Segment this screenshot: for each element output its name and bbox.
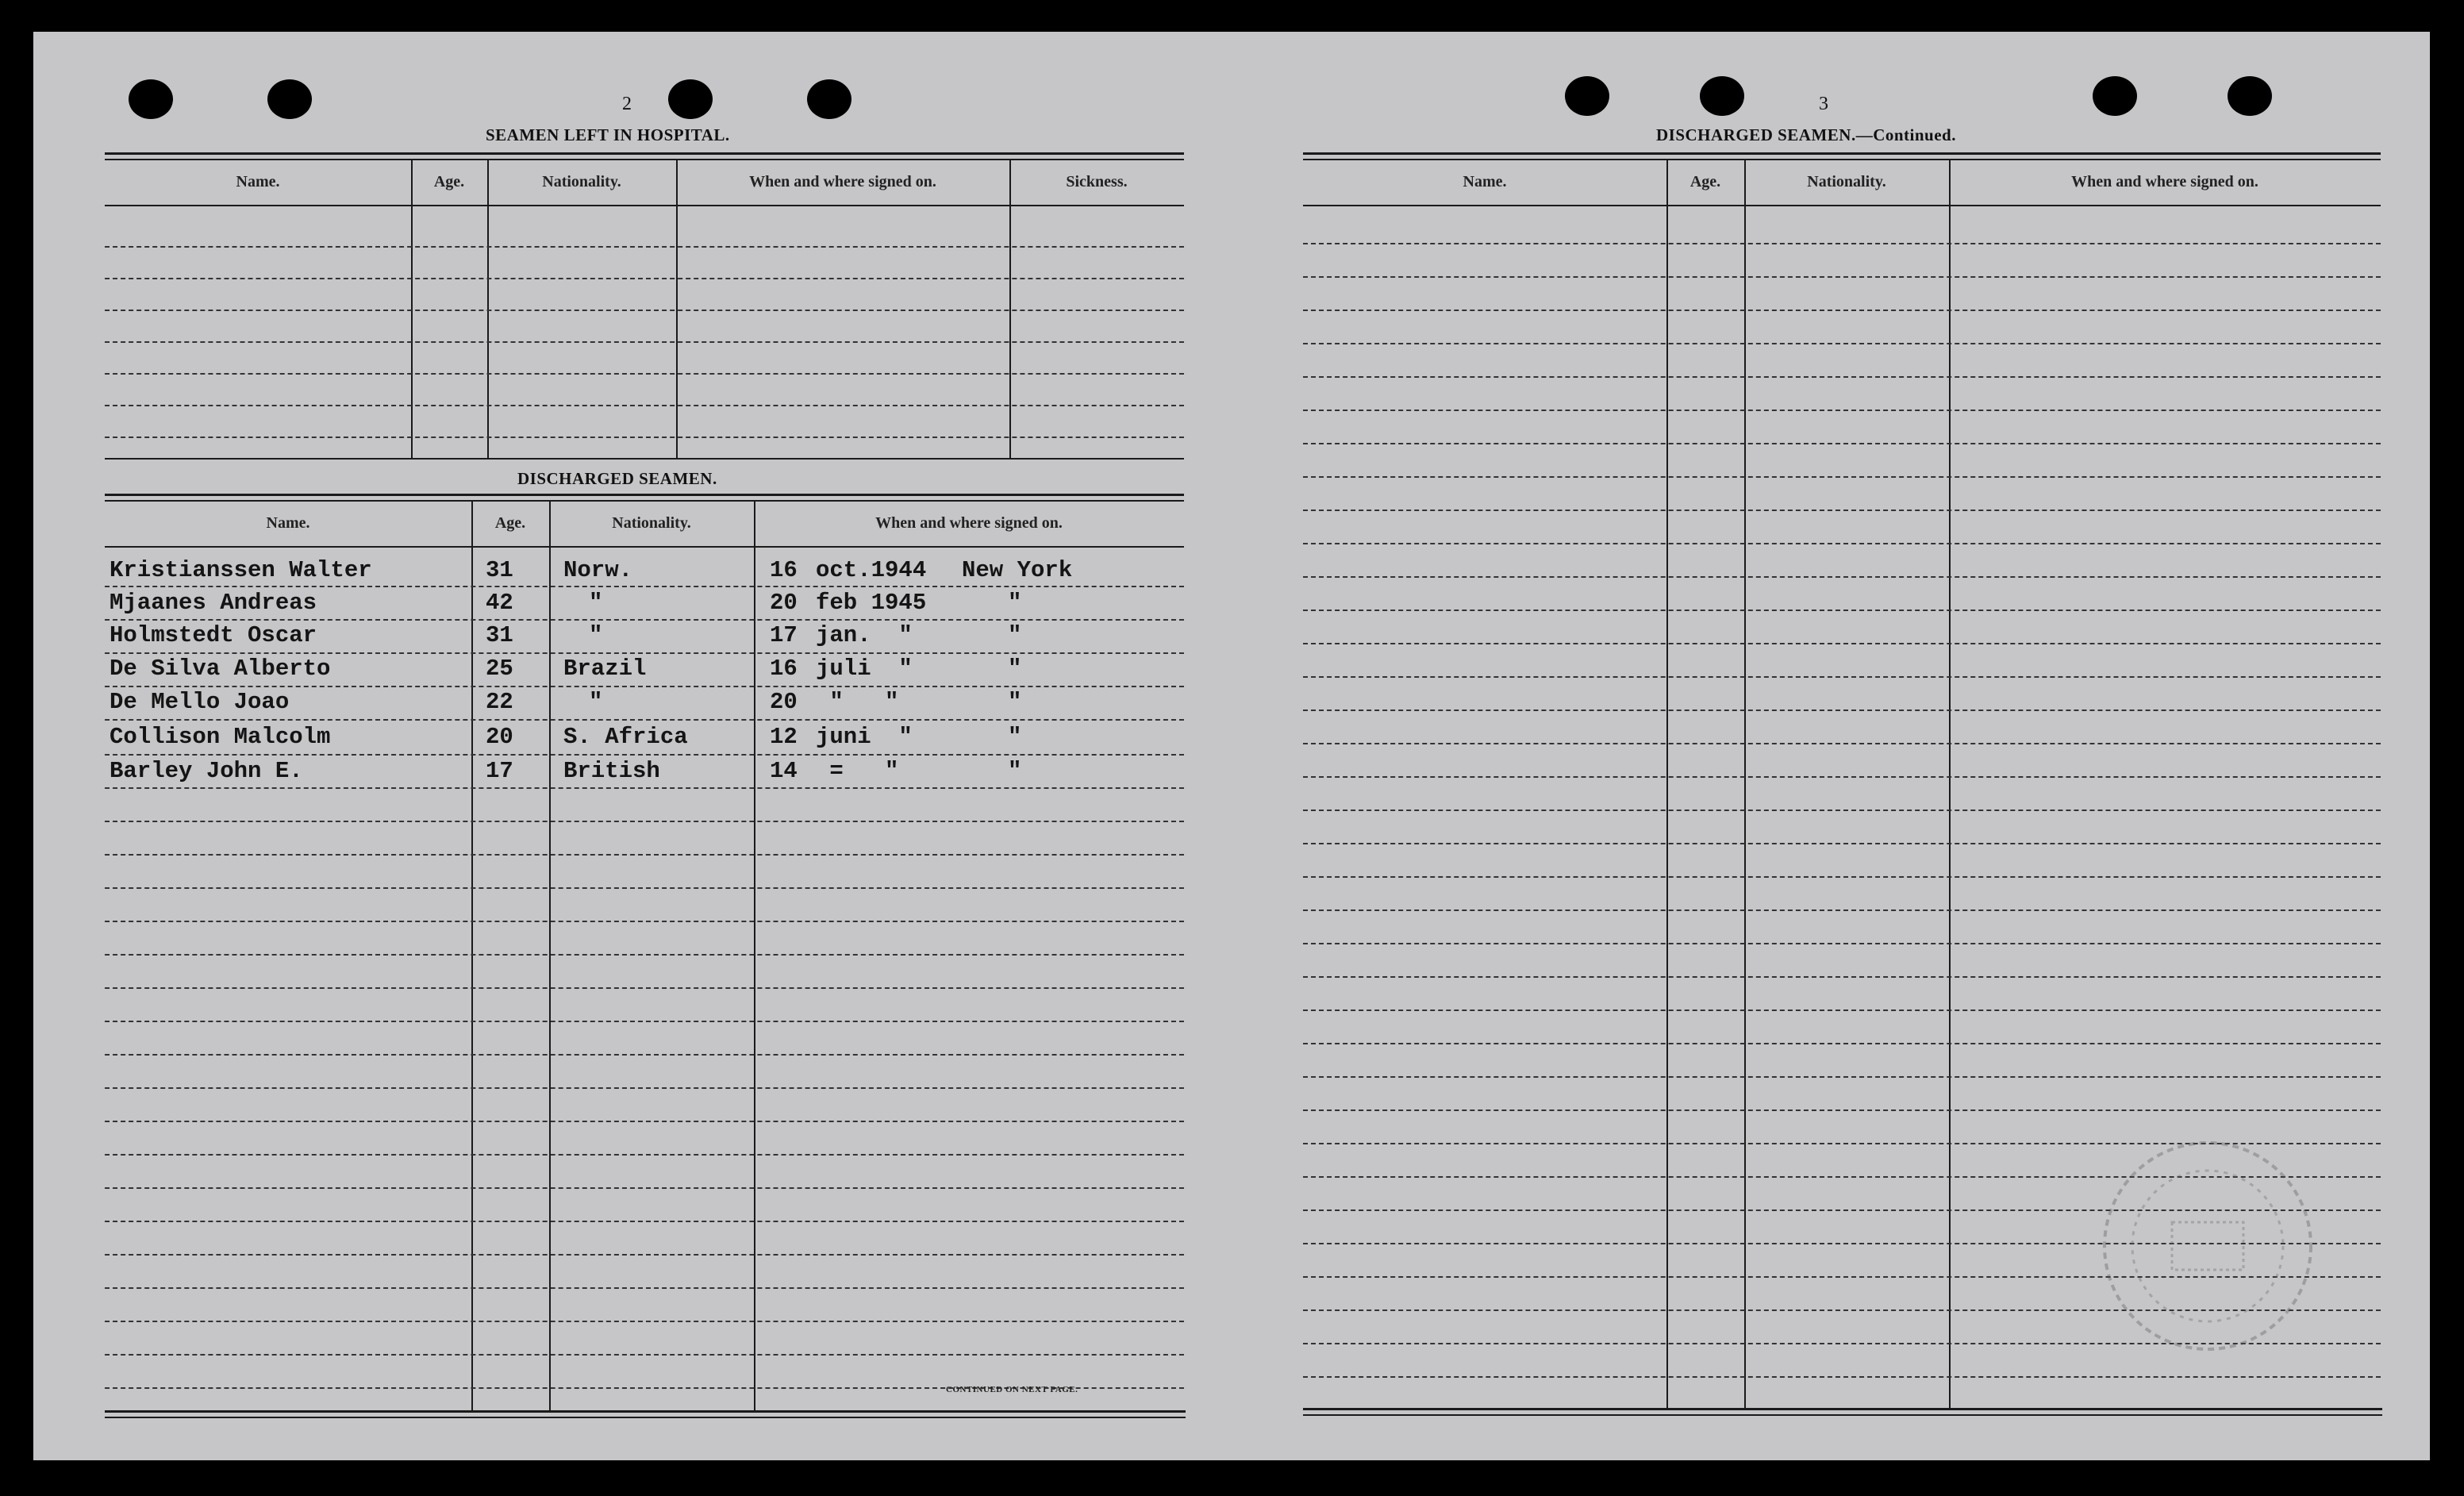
seaman-age: 31 (486, 622, 513, 648)
signed-on-date: = " (816, 758, 899, 784)
signed-on-date: feb 1945 (816, 590, 927, 616)
seaman-nationality: Norw. (563, 557, 633, 583)
seaman-name: Collison Malcolm (110, 724, 331, 750)
continued-note: CONTINUED ON NEXT PAGE. (946, 1385, 1078, 1394)
page-number: 2 (622, 94, 632, 114)
signed-on-place: " (1008, 724, 1022, 750)
hospital-header-sickness: Sickness. (1066, 173, 1128, 190)
punch-hole (129, 79, 173, 119)
hospital-header-name: Name. (236, 173, 280, 190)
signed-on-date: juni " (816, 724, 913, 750)
seaman-age: 17 (486, 758, 513, 784)
seaman-name: De Silva Alberto (110, 656, 331, 682)
seaman-age: 25 (486, 656, 513, 682)
signed-on-day: 16 (770, 557, 798, 583)
signed-on-place: " (1008, 622, 1022, 648)
seaman-name: Kristianssen Walter (110, 557, 372, 583)
seaman-age: 20 (486, 724, 513, 750)
hospital-section-title: SEAMEN LEFT IN HOSPITAL. (486, 125, 730, 144)
continued-header-nationality: Nationality. (1807, 173, 1886, 190)
discharged-header-age: Age. (494, 514, 526, 532)
discharged-header-signed-on: When and where signed on. (875, 514, 1063, 532)
seaman-nationality: Brazil (563, 656, 647, 682)
scanned-document (33, 32, 2430, 1460)
punch-hole (2228, 76, 2272, 116)
seaman-age: 31 (486, 557, 513, 583)
discharged-continued-title: DISCHARGED SEAMEN.—Continued. (1656, 125, 1956, 144)
hospital-header-signed-on: When and where signed on. (749, 173, 936, 190)
discharged-header-nationality: Nationality. (612, 514, 691, 532)
hospital-header-age: Age. (433, 173, 465, 190)
signed-on-date: juli " (816, 656, 913, 682)
seaman-age: 42 (486, 590, 513, 616)
page-number: 3 (1819, 94, 1828, 114)
signed-on-date: " " (816, 689, 899, 715)
signed-on-day: 20 (770, 689, 798, 715)
signed-on-day: 12 (770, 724, 798, 750)
continued-header-signed-on: When and where signed on. (2071, 173, 2258, 190)
signed-on-day: 14 (770, 758, 798, 784)
seaman-nationality: S. Africa (563, 724, 688, 750)
signed-on-date: jan. " (816, 622, 913, 648)
continued-header-name: Name. (1463, 173, 1507, 190)
signed-on-place: " (1008, 758, 1022, 784)
seaman-age: 22 (486, 689, 513, 715)
punch-hole (1565, 76, 1609, 116)
signed-on-day: 20 (770, 590, 798, 616)
punch-hole (1700, 76, 1744, 116)
signed-on-date: oct.1944 (816, 557, 927, 583)
punch-hole (267, 79, 312, 119)
punch-hole (2093, 76, 2137, 116)
signed-on-day: 16 (770, 656, 798, 682)
signed-on-day: 17 (770, 622, 798, 648)
faded-circular-stamp (2089, 1127, 2327, 1365)
signed-on-place: " (1008, 689, 1022, 715)
seaman-nationality: " (589, 622, 603, 648)
signed-on-place: New York (962, 557, 1073, 583)
discharged-section-title: DISCHARGED SEAMEN. (517, 469, 717, 488)
seaman-name: Barley John E. (110, 758, 303, 784)
signed-on-place: " (1008, 656, 1022, 682)
punch-hole (668, 79, 713, 119)
punch-hole (807, 79, 851, 119)
seaman-nationality: " (589, 590, 603, 616)
seaman-name: Mjaanes Andreas (110, 590, 317, 616)
signed-on-place: " (1008, 590, 1022, 616)
seaman-name: Holmstedt Oscar (110, 622, 317, 648)
hospital-header-nationality: Nationality. (542, 173, 621, 190)
seaman-name: De Mello Joao (110, 689, 290, 715)
continued-header-age: Age. (1689, 173, 1721, 190)
seaman-nationality: British (563, 758, 660, 784)
discharged-header-name: Name. (266, 514, 310, 532)
seaman-nationality: " (589, 689, 603, 715)
